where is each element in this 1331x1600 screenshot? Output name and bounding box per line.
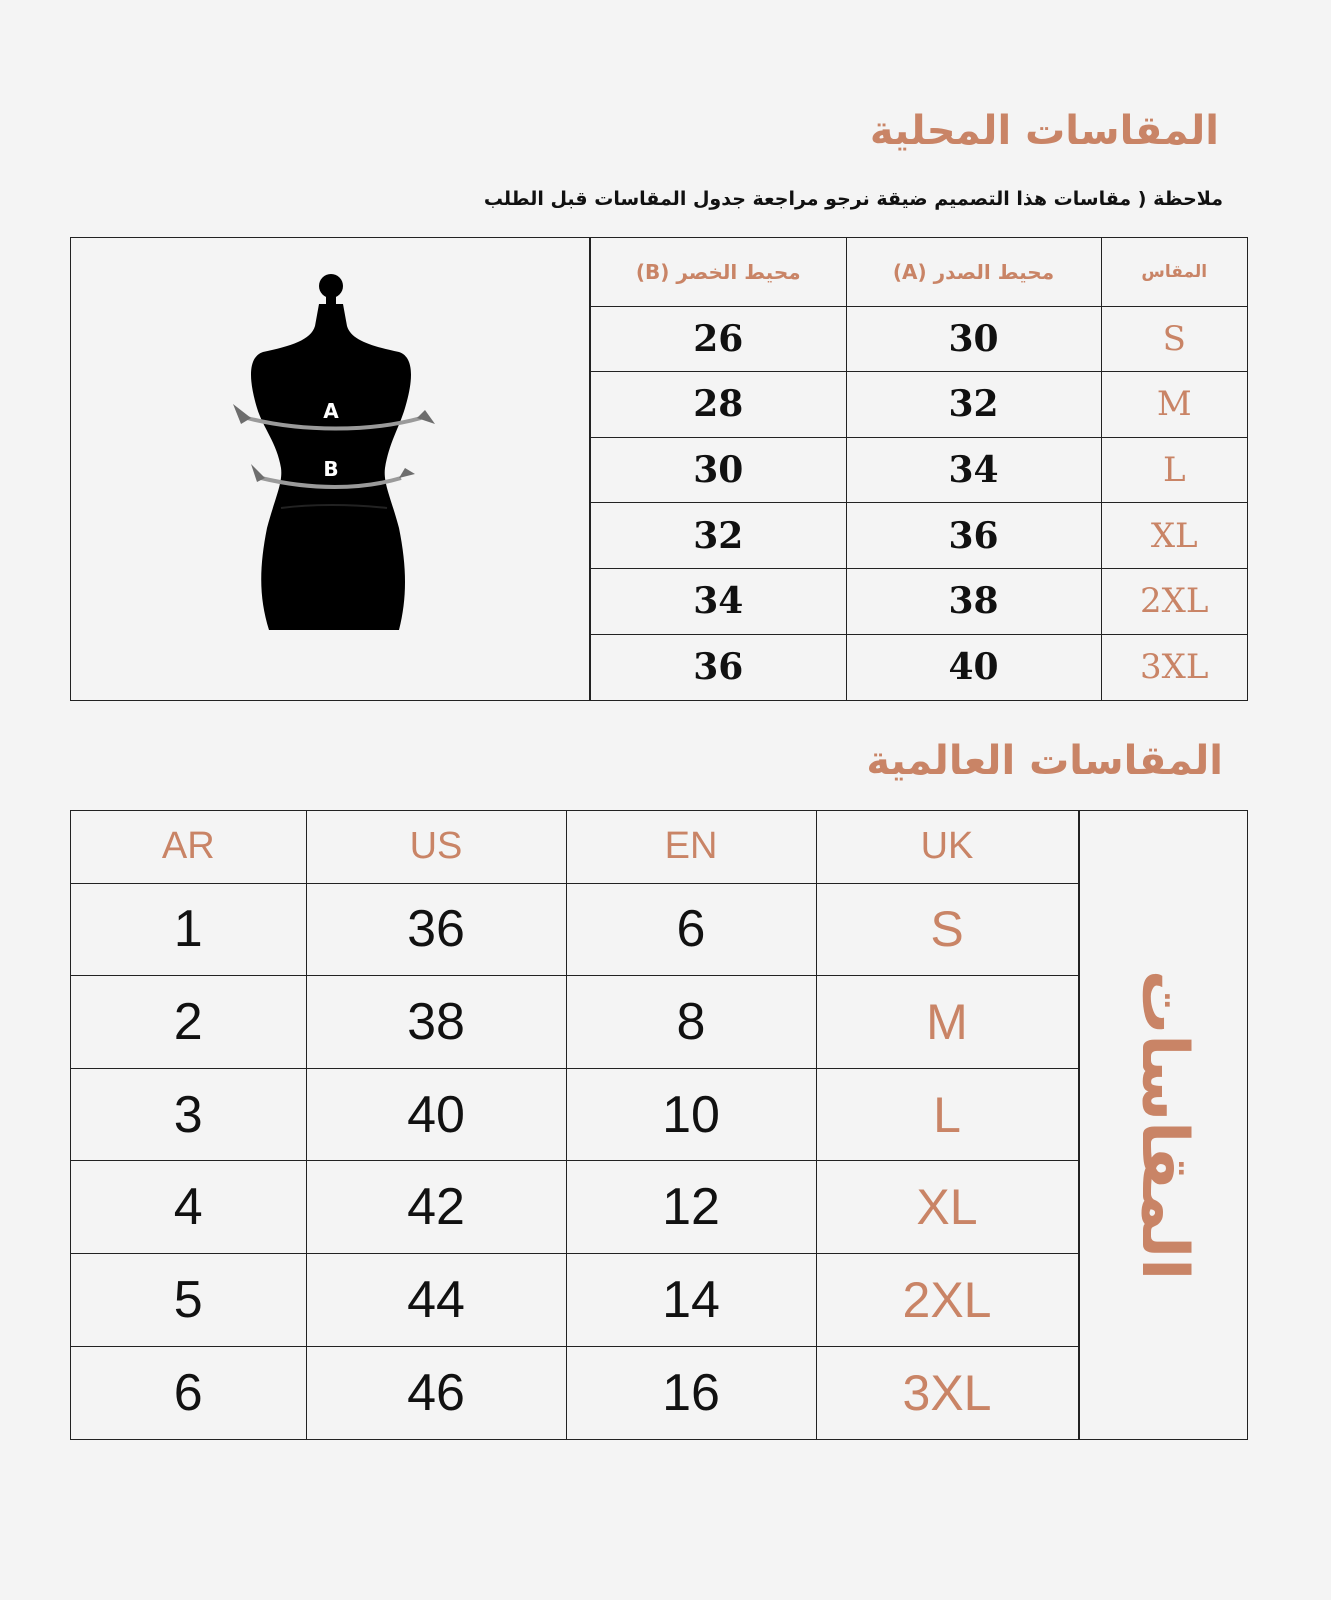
table-row	[71, 1254, 1078, 1347]
waist-value: 32	[591, 503, 846, 569]
international-size-chart	[70, 810, 1248, 1440]
us-header: US	[306, 811, 566, 883]
size-value: L	[1101, 437, 1247, 503]
table-row	[71, 1161, 1078, 1254]
ar-value: 6	[71, 1346, 306, 1439]
ar-value: 1	[71, 883, 306, 976]
size-note: ملاحظة ( مقاسات هذا التصميم ضيقة نرجو مراجعة جدول المقاسات قبل الطلب	[483, 188, 1223, 210]
waist-value: 34	[591, 569, 846, 635]
table-row	[71, 976, 1078, 1069]
uk-value: M	[816, 976, 1078, 1069]
measure-a-label: A	[323, 399, 339, 423]
waist-value: 30	[591, 437, 846, 503]
size-header: المقاس	[1101, 238, 1247, 306]
table-row	[591, 503, 1247, 569]
en-value: 16	[566, 1346, 816, 1439]
sizes-side-label: المقاسات	[1126, 969, 1201, 1281]
en-value: 14	[566, 1254, 816, 1347]
waist-value: 26	[591, 306, 846, 372]
table-row	[591, 569, 1247, 635]
en-value: 8	[566, 976, 816, 1069]
en-header: EN	[566, 811, 816, 883]
table-row	[591, 372, 1247, 438]
us-value: 40	[306, 1068, 566, 1161]
en-value: 6	[566, 883, 816, 976]
measure-b-label: B	[323, 457, 339, 481]
local-size-table	[591, 238, 1247, 700]
waist-value: 28	[591, 372, 846, 438]
size-value: 3XL	[1101, 634, 1247, 700]
chest-value: 38	[846, 569, 1101, 635]
en-value: 10	[566, 1068, 816, 1161]
sizes-side-label-cell	[1078, 811, 1247, 1439]
size-value: M	[1101, 372, 1247, 438]
table-row	[71, 1068, 1078, 1161]
uk-value: XL	[816, 1161, 1078, 1254]
us-value: 44	[306, 1254, 566, 1347]
ar-header: AR	[71, 811, 306, 883]
ar-value: 3	[71, 1068, 306, 1161]
international-sizes-title: المقاسات العالمية	[866, 738, 1223, 784]
waist-header: محيط الخصر (B)	[591, 238, 846, 306]
waist-value: 36	[591, 634, 846, 700]
uk-header: UK	[816, 811, 1078, 883]
en-value: 12	[566, 1161, 816, 1254]
chest-header: محيط الصدر (A)	[846, 238, 1101, 306]
intl-header-row	[71, 811, 1078, 883]
uk-value: 2XL	[816, 1254, 1078, 1347]
chest-value: 36	[846, 503, 1101, 569]
local-header-row	[591, 238, 1247, 306]
ar-value: 2	[71, 976, 306, 1069]
table-row	[591, 437, 1247, 503]
size-value: S	[1101, 306, 1247, 372]
mannequin-figure-cell	[71, 238, 591, 700]
chest-value: 32	[846, 372, 1101, 438]
chest-value: 30	[846, 306, 1101, 372]
chest-value: 34	[846, 437, 1101, 503]
size-value: 2XL	[1101, 569, 1247, 635]
us-value: 46	[306, 1346, 566, 1439]
uk-value: L	[816, 1068, 1078, 1161]
us-value: 36	[306, 883, 566, 976]
table-row	[591, 306, 1247, 372]
table-row	[591, 634, 1247, 700]
table-row	[71, 1346, 1078, 1439]
table-row	[71, 883, 1078, 976]
ar-value: 4	[71, 1161, 306, 1254]
local-size-chart	[70, 237, 1248, 701]
local-sizes-title: المقاسات المحلية	[869, 108, 1219, 154]
international-size-table	[71, 811, 1079, 1439]
chest-value: 40	[846, 634, 1101, 700]
us-value: 38	[306, 976, 566, 1069]
size-value: XL	[1101, 503, 1247, 569]
uk-value: 3XL	[816, 1346, 1078, 1439]
us-value: 42	[306, 1161, 566, 1254]
ar-value: 5	[71, 1254, 306, 1347]
uk-value: S	[816, 883, 1078, 976]
mannequin-icon	[221, 268, 441, 648]
